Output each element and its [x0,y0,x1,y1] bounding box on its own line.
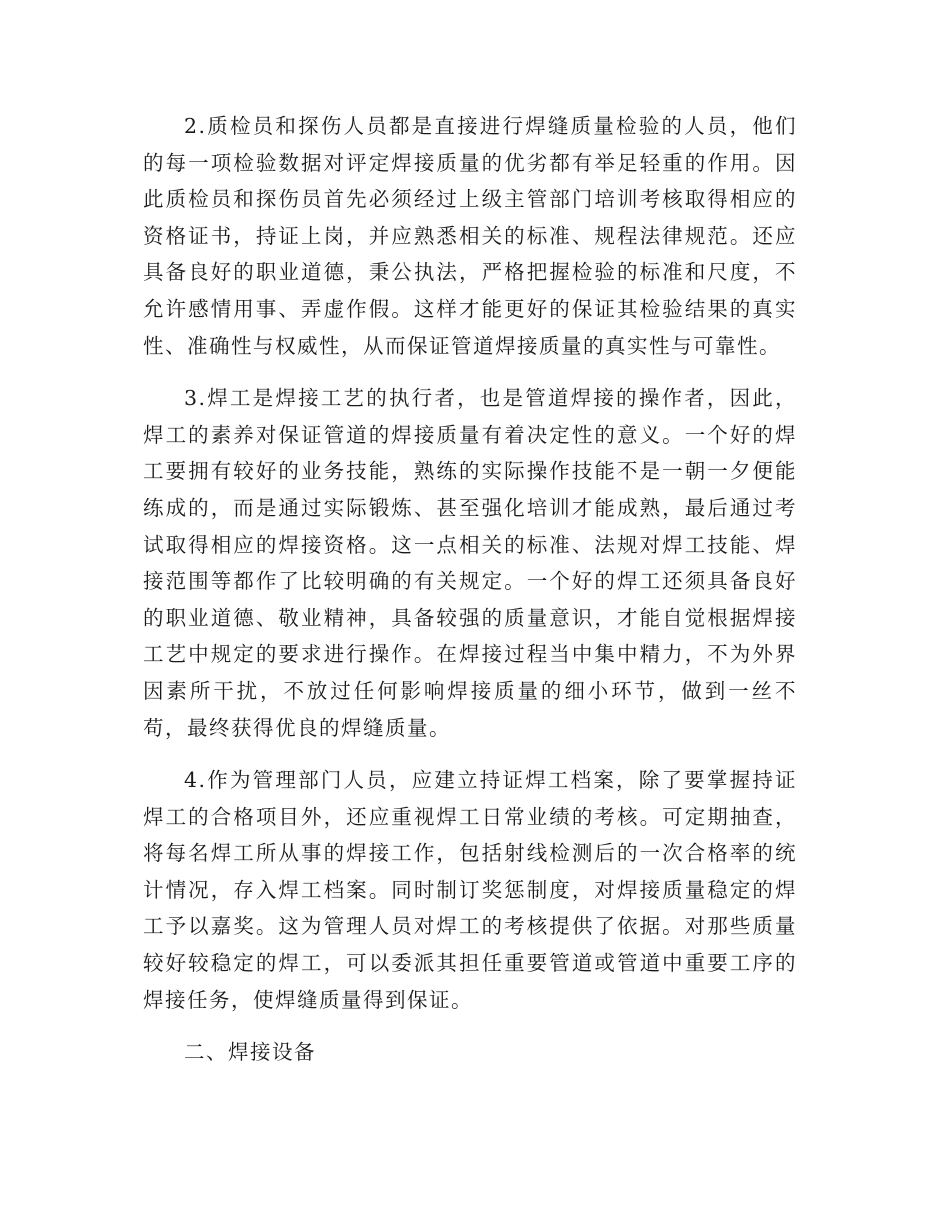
paragraph-management-records: 4.作为管理部门人员，应建立持证焊工档案，除了要掌握持证焊工的合格项目外，还应重视焊工日常业绩的考核。可定期抽查，将每名焊工所从事的焊接工作，包括射线检测后的一次合格率的统计情况，存入焊工档案。同时制订奖惩制度，对焊接质量稳定的焊工予以嘉奖。这为管理人员对焊工的考核提供了依据。对那些质量较好较稳定的焊工，可以委派其担任重要管道或管道中重要工序的焊接任务，使焊缝质量得到保证。 [143,768,797,1012]
paragraph-welder-skills: 3.焊工是焊接工艺的执行者，也是管道焊接的操作者，因此，焊工的素养对保证管道的焊接质量有着决定性的意义。一个好的焊工要拥有较好的业务技能，熟练的实际操作技能不是一朝一夕便能练成的，而是通过实际锻炼、甚至强化培训才能成熟，最后通过考试取得相应的焊接资格。这一点相关的标准、法规对焊工技能、焊接范围等都作了比较明确的有关规定。一个好的焊工还须具备良好的职业道德、敬业精神，具备较强的质量意识，才能自觉根据焊接工艺中规定的要求进行操作。在焊接过程当中集中精力，不为外界因素所干扰，不放过任何影响焊接质量的细小环节，做到一丝不苟，最终获得优良的焊缝质量。 [143,386,797,740]
section-heading-welding-equipment: 二、焊接设备 [184,1040,316,1065]
paragraph-inspector-qualification: 2.质检员和探伤人员都是直接进行焊缝质量检验的人员，他们的每一项检验数据对评定焊接质量的优劣都有举足轻重的作用。因此质检员和探伤员首先必须经过上级主管部门培训考核取得相应的资格证书，持证上岗，并应熟悉相关的标准、规程法律规范。还应具备良好的职业道德，秉公执法，严格把握检验的标准和尺度，不允许感情用事、弄虚作假。这样才能更好的保证其检验结果的真实性、准确性与权威性，从而保证管道焊接质量的真实性与可靠性。 [143,114,797,358]
document-body [143,108,797,1071]
